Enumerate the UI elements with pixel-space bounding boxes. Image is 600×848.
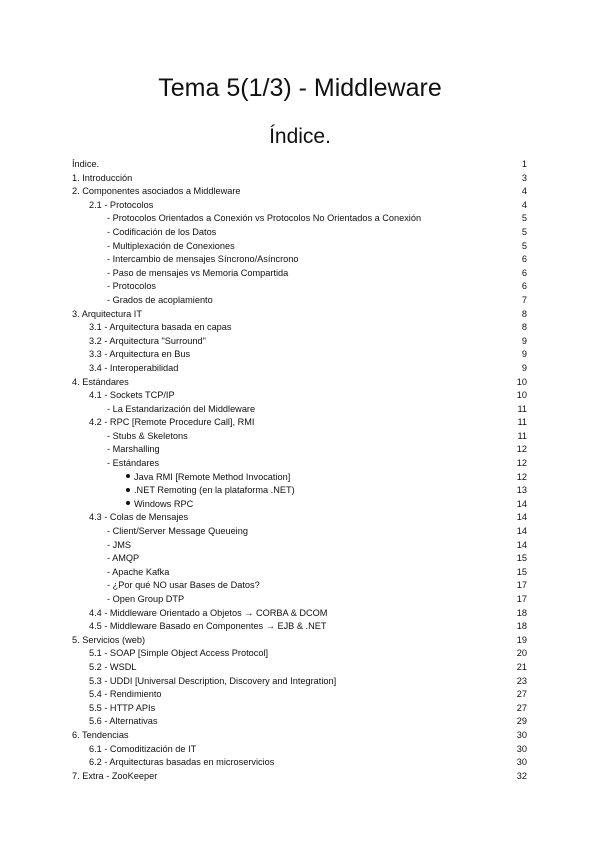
toc-entry-label	[72, 376, 129, 390]
toc-entry[interactable]	[72, 294, 527, 308]
toc-entry-label	[72, 634, 145, 648]
toc-entry-text: Índice.	[72, 159, 100, 169]
toc-entry[interactable]	[72, 267, 527, 281]
toc-entry-text: - Stubs & Skeletons	[107, 430, 188, 441]
toc-entry-text: - Paso de mensajes vs Memoria Compartida	[107, 267, 289, 278]
toc-entry-text: 5.2 - WSDL	[89, 661, 137, 672]
toc-entry-text: 6. Tendencias	[72, 729, 129, 740]
toc-entry[interactable]	[72, 199, 527, 213]
toc-entry-label	[89, 335, 206, 349]
toc-entry-label	[107, 579, 260, 593]
toc-entry-label	[107, 457, 159, 471]
toc-page-number: 8	[521, 322, 527, 333]
toc-entry[interactable]	[72, 552, 527, 566]
toc-page-number: 6	[521, 267, 527, 278]
toc-entry[interactable]	[72, 743, 527, 757]
toc-entry-text: - Intercambio de mensajes Síncrono/Asíncrono	[107, 254, 299, 265]
toc-entry-label	[89, 348, 190, 362]
toc-page-number: 14	[516, 512, 527, 523]
toc-entry-text: 4.2 - RPC [Remote Procedure Call], RMI	[89, 417, 255, 428]
toc-entry[interactable]	[72, 240, 527, 254]
toc-entry-text: - Estándares	[107, 458, 160, 469]
toc-entry-label	[89, 607, 327, 621]
bullet-icon	[126, 474, 130, 478]
toc-entry[interactable]	[72, 308, 527, 322]
bullet-icon	[126, 501, 130, 505]
toc-entry-label	[89, 675, 336, 689]
toc-entry-label	[72, 308, 142, 322]
toc-page-number: 11	[517, 430, 527, 441]
toc-entry-label	[89, 362, 178, 376]
toc-entry-label	[89, 321, 232, 335]
toc-entry[interactable]	[72, 457, 527, 471]
toc-entry[interactable]	[72, 566, 527, 580]
toc-entry[interactable]	[72, 770, 527, 784]
toc-entry[interactable]	[72, 403, 527, 417]
toc-page-number: 10	[516, 376, 527, 387]
toc-page-number: 32	[516, 770, 527, 781]
toc-page-number: 11	[517, 403, 527, 414]
toc-entry-label	[107, 443, 160, 457]
toc-page-number: 14	[516, 539, 527, 550]
toc-entry-text: - Marshalling	[107, 444, 160, 455]
toc-entry-text: 2.1 - Protocolos	[89, 199, 154, 210]
toc-entry-label	[89, 715, 157, 729]
toc-entry[interactable]	[72, 362, 527, 376]
toc-page-number: 30	[516, 729, 527, 740]
toc-entry-label	[126, 484, 295, 498]
toc-entry[interactable]	[72, 525, 527, 539]
toc-entry-label	[89, 389, 175, 403]
toc-page-number: 15	[516, 566, 527, 577]
toc-entry[interactable]	[72, 321, 527, 335]
toc-entry[interactable]	[72, 620, 527, 634]
toc-entry-label	[89, 647, 268, 661]
toc-entry[interactable]	[72, 702, 527, 716]
toc-entry[interactable]	[72, 675, 527, 689]
toc-page-number: 9	[521, 362, 527, 373]
toc-entry-label	[107, 566, 169, 580]
toc-entry-label	[72, 185, 241, 199]
toc-entry-label	[107, 294, 213, 308]
toc-entry-text: 6.1 - Comoditización de IT	[89, 743, 197, 754]
toc-page-number: 30	[516, 743, 527, 754]
toc-entry-label	[107, 253, 299, 267]
toc-entry-text: 6.2 - Arquitecturas basadas en microservicios	[89, 757, 275, 768]
toc-entry-label	[72, 729, 129, 743]
toc-entry-text: 5.6 - Alternativas	[89, 716, 158, 727]
toc-entry[interactable]	[72, 185, 527, 199]
toc-entry-text: 3. Arquitectura IT	[72, 308, 142, 319]
toc-entry-label	[89, 702, 155, 716]
toc-page-number: 15	[516, 553, 527, 564]
toc-page-number: 21	[516, 661, 527, 672]
toc-entry[interactable]	[72, 253, 527, 267]
toc-page-number: 20	[516, 648, 527, 659]
toc-page-number: 9	[521, 349, 527, 360]
toc-entry-label	[107, 403, 255, 417]
index-heading: Índice.	[269, 125, 331, 148]
toc-entry-label	[89, 688, 162, 702]
toc-entry[interactable]	[72, 539, 527, 553]
toc-page-number: 12	[516, 458, 527, 469]
toc-entry[interactable]	[72, 511, 527, 525]
toc-entry-text: Java RMI [Remote Method Invocation]	[134, 471, 291, 482]
toc-entry-label	[89, 661, 136, 675]
toc-page-number: 7	[521, 294, 527, 305]
toc-entry-text: - Apache Kafka	[107, 566, 170, 577]
toc-page-number: 4	[521, 186, 527, 197]
toc-page-number: 14	[516, 498, 527, 509]
toc-entry-label	[107, 525, 248, 539]
toc-entry-label	[107, 267, 288, 281]
toc-page-number: 8	[521, 308, 527, 319]
toc-entry[interactable]	[72, 389, 527, 403]
toc-entry-label	[107, 430, 188, 444]
table-of-contents	[72, 158, 527, 783]
toc-entry-label	[72, 172, 132, 186]
toc-page-number: 18	[516, 621, 527, 632]
toc-entry-text: 2. Componentes asociados a Middleware	[72, 186, 241, 197]
toc-page-number: 12	[516, 471, 527, 482]
toc-page-number: 5	[521, 226, 527, 237]
toc-page-number: 29	[516, 716, 527, 727]
toc-entry[interactable]	[72, 634, 527, 648]
toc-entry-text: 3.3 - Arquitectura en Bus	[89, 349, 191, 360]
toc-entry[interactable]	[72, 647, 527, 661]
toc-page-number: 13	[516, 485, 527, 496]
toc-entry[interactable]	[72, 607, 527, 621]
toc-entry-text: 4. Estándares	[72, 376, 129, 387]
toc-page-number: 19	[516, 634, 527, 645]
toc-page-number: 9	[521, 335, 527, 346]
toc-entry-label	[107, 539, 131, 553]
toc-entry-label	[107, 593, 184, 607]
toc-entry[interactable]	[72, 430, 527, 444]
toc-entry[interactable]	[72, 443, 527, 457]
toc-entry-text: - Codificación de los Datos	[107, 226, 217, 237]
toc-entry-label	[72, 770, 157, 784]
toc-entry[interactable]	[72, 172, 527, 186]
toc-entry-text: 4.4 - Middleware Orientado a Objetos → CORBA & DCOM	[89, 607, 328, 618]
toc-entry-label	[89, 756, 274, 770]
toc-entry[interactable]	[72, 158, 527, 172]
toc-page-number: 27	[516, 702, 527, 713]
toc-entry[interactable]	[72, 226, 527, 240]
toc-entry-label	[89, 620, 326, 634]
toc-page-number: 3	[521, 172, 527, 183]
toc-page-number: 4	[521, 199, 527, 210]
toc-entry-text: 1. Introducción	[72, 172, 133, 183]
toc-page-number: 12	[516, 444, 527, 455]
toc-entry[interactable]	[72, 416, 527, 430]
toc-page-number: 17	[516, 580, 527, 591]
toc-entry[interactable]	[72, 688, 527, 702]
toc-entry-label	[107, 212, 421, 226]
toc-entry-label	[89, 199, 153, 213]
toc-entry-text: - ¿Por qué NO usar Bases de Datos?	[107, 580, 260, 591]
toc-entry-text: - Client/Server Message Queueing	[107, 526, 248, 537]
toc-entry-text: - Protocolos	[107, 281, 157, 292]
toc-entry[interactable]	[72, 498, 527, 512]
toc-entry-label	[126, 498, 193, 512]
toc-entry[interactable]	[72, 376, 527, 390]
toc-page-number: 5	[521, 240, 527, 251]
toc-entry-text: 7. Extra - ZooKeeper	[72, 770, 158, 781]
toc-entry-label	[107, 240, 235, 254]
toc-entry-label	[89, 511, 188, 525]
toc-entry-text: - Multiplexación de Conexiones	[107, 240, 235, 251]
toc-entry-text: - Open Group DTP	[107, 594, 185, 604]
toc-page-number: 17	[516, 594, 527, 604]
toc-entry-label	[89, 743, 196, 757]
toc-page-number: 30	[516, 757, 527, 768]
toc-entry-label	[72, 158, 99, 172]
toc-entry-text: Windows RPC	[134, 498, 194, 509]
bullet-icon	[126, 488, 130, 492]
toc-entry[interactable]	[72, 280, 527, 294]
toc-entry[interactable]	[72, 661, 527, 675]
toc-page-number: 14	[516, 526, 527, 537]
toc-entry-text: - La Estandarización del Middleware	[107, 403, 256, 414]
toc-entry[interactable]	[72, 335, 527, 349]
toc-entry-text: - AMQP	[107, 553, 140, 564]
toc-entry-text: 3.1 - Arquitectura basada en capas	[89, 322, 232, 333]
toc-page-number: 1	[521, 159, 527, 169]
toc-page-number: 23	[516, 675, 527, 686]
toc-entry-text: 3.4 - Interoperabilidad	[89, 362, 179, 373]
toc-page-number: 11	[517, 417, 527, 428]
toc-entry-text: 4.3 - Colas de Mensajes	[89, 512, 189, 523]
toc-entry-label	[107, 226, 216, 240]
toc-entry-text: 5.4 - Rendimiento	[89, 689, 162, 700]
toc-page-number: 27	[516, 689, 527, 700]
toc-entry[interactable]	[72, 471, 527, 485]
toc-entry-text: 4.5 - Middleware Basado en Componentes → EJB & .NET	[89, 621, 327, 632]
toc-page-number: 6	[521, 254, 527, 265]
document-title: Tema 5(1/3) - Middleware	[158, 74, 442, 102]
toc-entry[interactable]	[72, 715, 527, 729]
toc-entry-label	[107, 552, 139, 566]
toc-entry-text: 3.2 - Arquitectura "Surround"	[89, 335, 206, 346]
toc-entry[interactable]	[72, 756, 527, 770]
toc-page-number: 6	[521, 281, 527, 292]
toc-entry-text: 5.1 - SOAP [Simple Object Access Protocol]	[89, 648, 269, 659]
toc-entry[interactable]	[72, 212, 527, 226]
toc-entry[interactable]	[72, 484, 527, 498]
toc-entry[interactable]	[72, 348, 527, 362]
toc-entry-text: 5.3 - UDDI [Universal Description, Discovery and Integration]	[89, 675, 337, 686]
toc-entry-text: - JMS	[107, 539, 131, 550]
toc-page-number: 18	[516, 607, 527, 618]
toc-page-number: 5	[521, 213, 527, 224]
toc-page-number: 10	[516, 390, 527, 401]
toc-entry[interactable]	[72, 729, 527, 743]
toc-entry-text: - Protocolos Orientados a Conexión vs Protocolos No Orientados a Conexión	[107, 213, 422, 224]
toc-entry-text: 5.5 - HTTP APIs	[89, 702, 156, 713]
toc-entry[interactable]	[72, 593, 527, 607]
toc-entry-text: - Grados de acoplamiento	[107, 294, 213, 305]
toc-entry-text: 4.1 - Sockets TCP/IP	[89, 390, 175, 401]
toc-entry-label	[126, 471, 290, 485]
toc-entry[interactable]	[72, 579, 527, 593]
toc-entry-label	[107, 280, 156, 294]
toc-entry-text: 5. Servicios (web)	[72, 634, 146, 645]
toc-entry-label	[89, 416, 254, 430]
toc-entry-text: .NET Remoting (en la plataforma .NET)	[134, 485, 295, 496]
